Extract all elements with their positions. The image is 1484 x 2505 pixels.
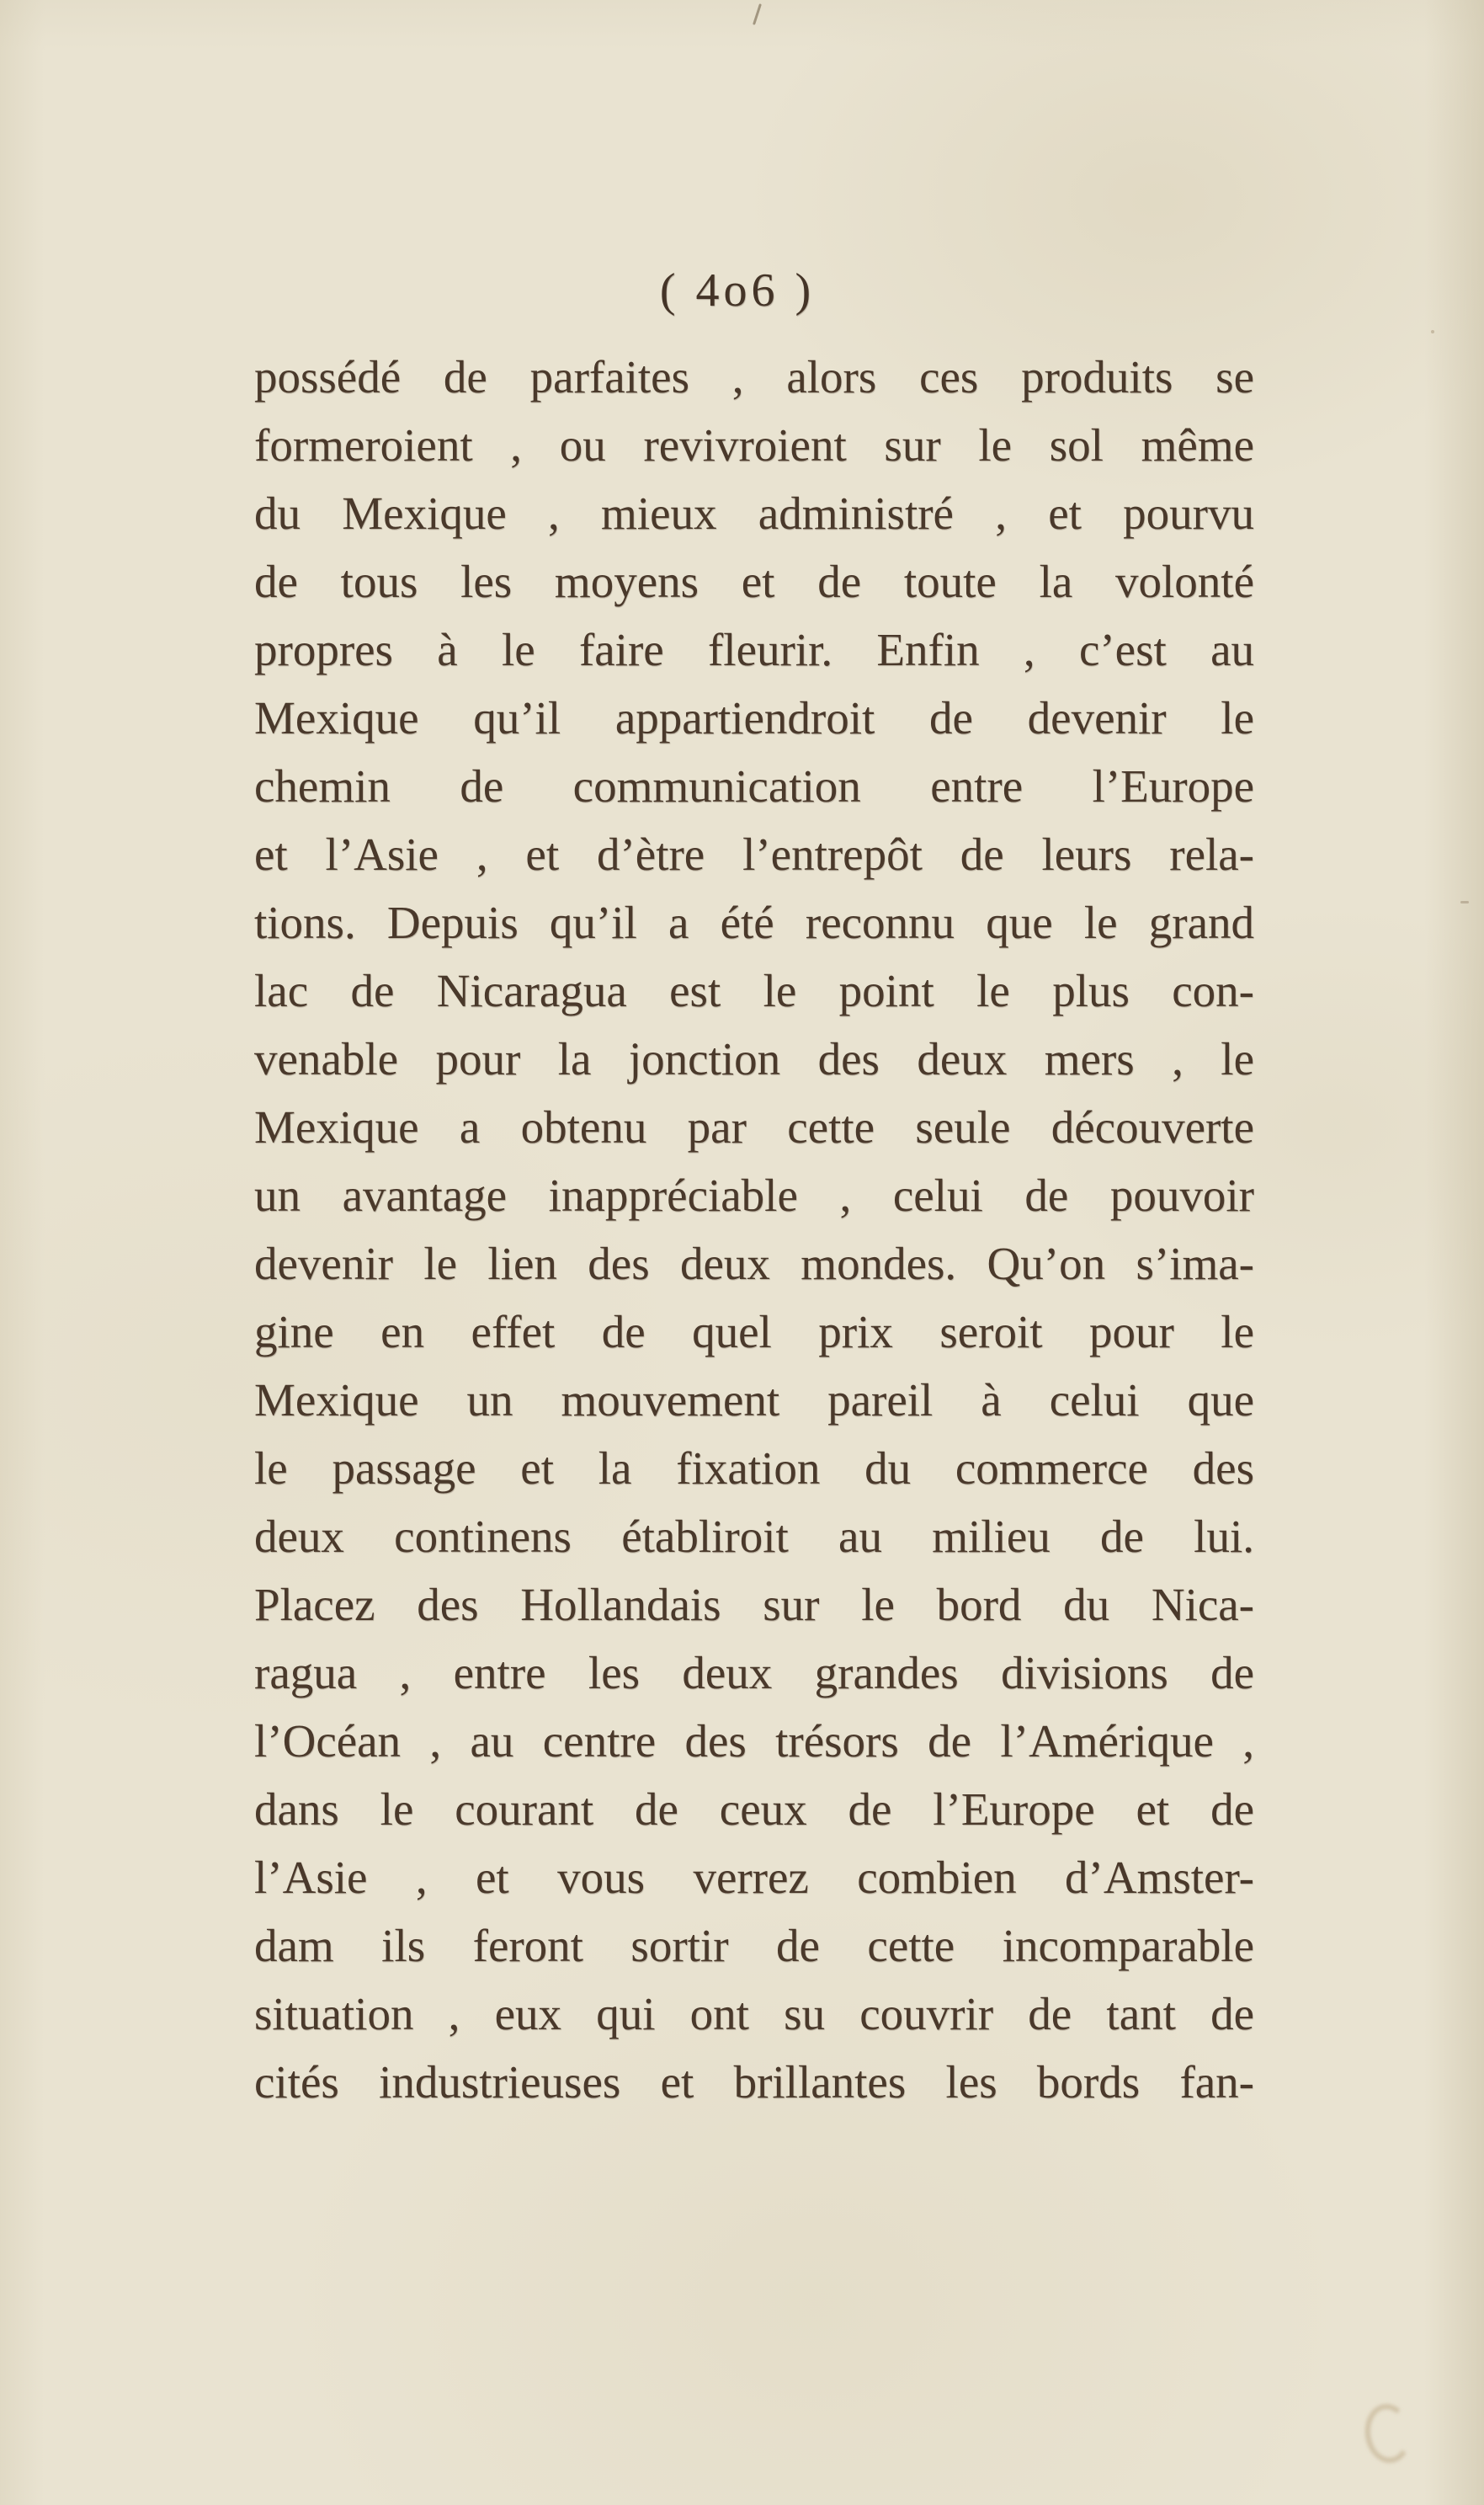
text-line: du Mexique , mieux administré , et pourvu [254, 488, 1254, 539]
text-line: venable pour la jonction des deux mers , le [254, 1033, 1254, 1085]
text-line: deux continens établiroit au milieu de lui. [254, 1511, 1254, 1562]
text-line: le passage et la fixation du commerce des [254, 1442, 1254, 1494]
text-line: et l’Asie , et d’ètre l’entrepôt de leurs rela- [254, 829, 1254, 880]
text-line: propres à le faire fleurir. Enfin , c’est au [254, 624, 1254, 675]
text-line: Mexique a obtenu par cette seule découverte [254, 1101, 1254, 1153]
text-line: Mexique un mouvement pareil à celui que [254, 1374, 1254, 1426]
text-line: ragua , entre les deux grandes divisions de [254, 1647, 1254, 1698]
text-line: gine en effet de quel prix seroit pour le [254, 1306, 1254, 1357]
body-text [254, 343, 1254, 2116]
scan-artifact-speck [1460, 901, 1469, 903]
page-number: ( 4o6 ) [659, 264, 816, 317]
text-line: cités industrieuses et brillantes les bords fan- [254, 2056, 1254, 2108]
text-line: Placez des Hollandais sur le bord du Nica- [254, 1579, 1254, 1630]
scan-artifact-slash [753, 3, 762, 25]
text-line: lac de Nicaragua est le point le plus con- [254, 965, 1254, 1016]
text-line: l’Asie , et vous verrez combien d’Amster- [254, 1852, 1254, 1903]
text-line: formeroient , ou revivroient sur le sol même [254, 419, 1254, 471]
text-line: l’Océan , au centre des trésors de l’Amérique , [254, 1715, 1254, 1767]
scan-artifact-ghost-mark [1361, 2401, 1414, 2466]
text-line: dans le courant de ceux de l’Europe et de [254, 1783, 1254, 1835]
text-line: de tous les moyens et de toute la volonté [254, 556, 1254, 607]
text-line: situation , eux qui ont su couvrir de tant de [254, 1988, 1254, 2039]
text-line: devenir le lien des deux mondes. Qu’on s’ima- [254, 1238, 1254, 1289]
scan-artifact-speck [1431, 330, 1434, 333]
text-line: possédé de parfaites , alors ces produits se [254, 351, 1254, 402]
text-line: Mexique qu’il appartiendroit de devenir le [254, 692, 1254, 744]
text-line: chemin de communication entre l’Europe [254, 760, 1254, 812]
text-line: dam ils feront sortir de cette incomparable [254, 1920, 1254, 1971]
text-line: tions. Depuis qu’il a été reconnu que le grand [254, 897, 1254, 948]
text-line: un avantage inappréciable , celui de pouvoir [254, 1170, 1254, 1221]
